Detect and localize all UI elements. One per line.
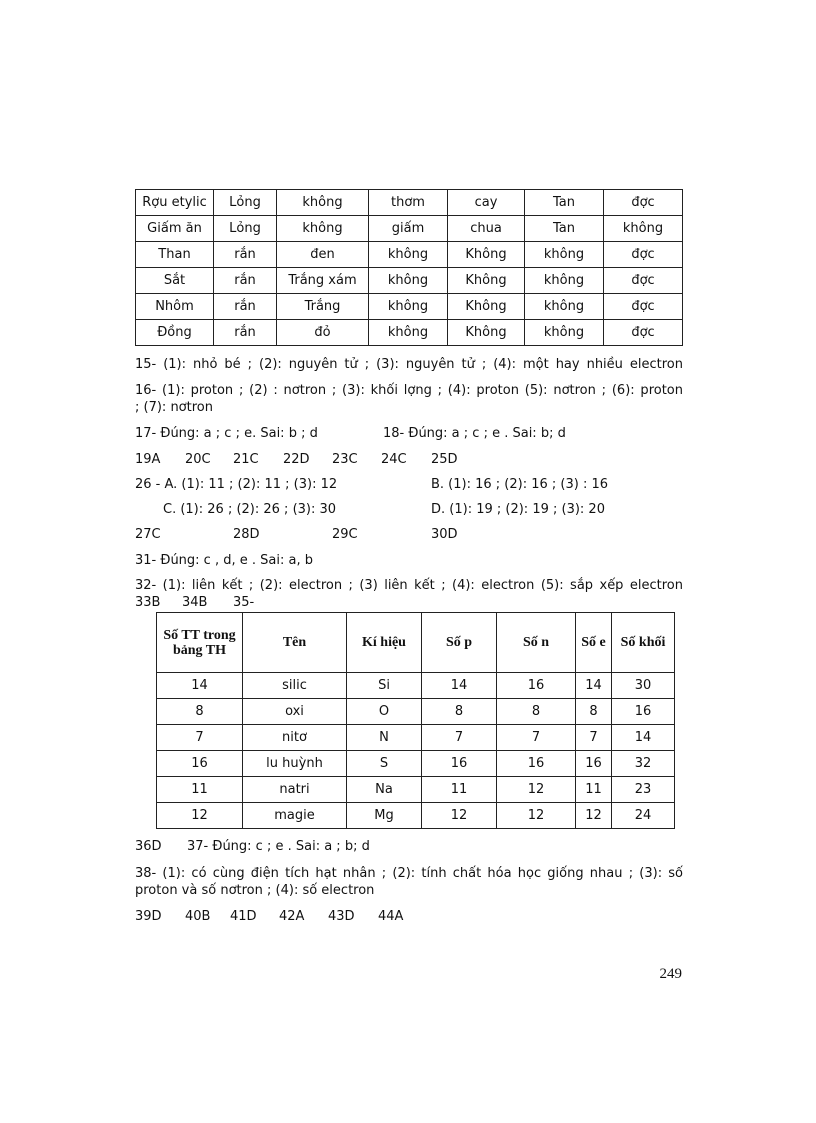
answer-37: 37- Đúng: c ; e . Sai: a ; b; d xyxy=(187,839,370,854)
properties-table-cell: Không xyxy=(448,242,525,268)
atomic-data-cell: 8 xyxy=(157,699,243,725)
atomic-data-cell: Na xyxy=(347,777,422,803)
atomic-data-cell: 16 xyxy=(157,751,243,777)
answer-28: 28D xyxy=(233,527,260,542)
properties-table-cell: chua xyxy=(448,216,525,242)
properties-table-body xyxy=(136,190,683,346)
atomic-data-cell: 8 xyxy=(576,699,612,725)
atomic-data-cell: 24 xyxy=(612,803,675,829)
properties-table-cell: Trắng xám xyxy=(277,268,369,294)
answer-22: 22D xyxy=(283,452,310,467)
atomic-data-row xyxy=(157,725,675,751)
atomic-data-header-cell: Số khối xyxy=(612,613,675,673)
answer-25: 25D xyxy=(431,452,458,467)
answer-17: 17- Đúng: a ; c ; e. Sai: b ; d xyxy=(135,426,318,441)
properties-table-cell: không xyxy=(369,268,448,294)
atomic-data-row xyxy=(157,699,675,725)
properties-table-row xyxy=(136,242,683,268)
atomic-data-cell: 7 xyxy=(576,725,612,751)
answer-34: 34B xyxy=(182,595,208,610)
answer-40: 40B xyxy=(185,909,211,924)
properties-table-cell: Lỏng xyxy=(214,190,277,216)
properties-table-cell: đợc xyxy=(604,242,683,268)
properties-table-cell: đỏ xyxy=(277,320,369,346)
answer-30: 30D xyxy=(431,527,458,542)
answer-29: 29C xyxy=(332,527,358,542)
answer-20: 20C xyxy=(185,452,211,467)
atomic-data-cell: 16 xyxy=(612,699,675,725)
atomic-data-cell: 11 xyxy=(157,777,243,803)
properties-table-cell: Lỏng xyxy=(214,216,277,242)
answer-42: 42A xyxy=(279,909,305,924)
properties-table-cell: rắn xyxy=(214,320,277,346)
properties-table-cell: không xyxy=(525,242,604,268)
atomic-data-cell: 8 xyxy=(422,699,497,725)
properties-table-cell: rắn xyxy=(214,242,277,268)
atomic-data-header-cell: Số p xyxy=(422,613,497,673)
answer-16-line2: ; (7): nơtron xyxy=(135,400,213,415)
atomic-data-header-cell: Kí hiệu xyxy=(347,613,422,673)
atomic-data-cell: 14 xyxy=(422,673,497,699)
answer-27: 27C xyxy=(135,527,161,542)
atomic-data-cell: oxi xyxy=(243,699,347,725)
answer-32: 32- (1): liên kết ; (2): electron ; (3) liên kết ; (4): electron (5): sắp xếp electron xyxy=(135,578,683,593)
atomic-data-cell: 23 xyxy=(612,777,675,803)
answer-36: 36D xyxy=(135,839,162,854)
properties-table-cell: giấm xyxy=(369,216,448,242)
properties-table-cell: đen xyxy=(277,242,369,268)
properties-table-cell: Sắt xyxy=(136,268,214,294)
properties-table-cell: Không xyxy=(448,320,525,346)
atomic-data-header-cell: Số e xyxy=(576,613,612,673)
properties-table-cell: đợc xyxy=(604,294,683,320)
answer-33: 33B xyxy=(135,595,161,610)
atomic-data-cell: nitơ xyxy=(243,725,347,751)
answer-26b: B. (1): 16 ; (2): 16 ; (3) : 16 xyxy=(431,477,609,492)
atomic-data-cell: S xyxy=(347,751,422,777)
properties-table-cell: đợc xyxy=(604,320,683,346)
atomic-data-cell: 11 xyxy=(422,777,497,803)
properties-table-row xyxy=(136,320,683,346)
atomic-data-header-cell: Số TT trong bảng TH xyxy=(157,613,243,673)
properties-table-cell: Rợu etylic xyxy=(136,190,214,216)
atomic-data-cell: 32 xyxy=(612,751,675,777)
properties-table-row xyxy=(136,268,683,294)
atomic-data-table-head xyxy=(157,613,675,673)
properties-table-cell: Tan xyxy=(525,216,604,242)
atomic-data-cell: natri xyxy=(243,777,347,803)
atomic-data-cell: 16 xyxy=(576,751,612,777)
atomic-data-row xyxy=(157,777,675,803)
properties-table-cell: Nhôm xyxy=(136,294,214,320)
properties-table-cell: không xyxy=(525,294,604,320)
atomic-data-cell: 16 xyxy=(422,751,497,777)
atomic-data-cell: silic xyxy=(243,673,347,699)
atomic-data-cell: N xyxy=(347,725,422,751)
properties-table-row xyxy=(136,294,683,320)
properties-table-cell: Tan xyxy=(525,190,604,216)
answer-21: 21C xyxy=(233,452,259,467)
atomic-data-cell: 12 xyxy=(422,803,497,829)
atomic-data-table-body xyxy=(157,673,675,829)
properties-table-row xyxy=(136,216,683,242)
properties-table-cell: không xyxy=(525,320,604,346)
answer-41: 41D xyxy=(230,909,257,924)
answer-23: 23C xyxy=(332,452,358,467)
atomic-data-cell: 8 xyxy=(497,699,576,725)
properties-table-cell: không xyxy=(277,190,369,216)
answer-35: 35- xyxy=(233,595,255,610)
answer-39: 39D xyxy=(135,909,162,924)
answer-16-line1: 16- (1): proton ; (2) : nơtron ; (3): khối lợng ; (4): proton (5): nơtron ; (6): proton xyxy=(135,383,683,398)
properties-table-cell: không xyxy=(369,242,448,268)
atomic-data-cell: 7 xyxy=(422,725,497,751)
atomic-data-cell: O xyxy=(347,699,422,725)
answer-31: 31- Đúng: c , d, e . Sai: a, b xyxy=(135,553,313,568)
properties-table-cell: không xyxy=(604,216,683,242)
properties-table-cell: rắn xyxy=(214,294,277,320)
atomic-data-header-cell: Số n xyxy=(497,613,576,673)
properties-table-cell: không xyxy=(369,320,448,346)
properties-table-cell: thơm xyxy=(369,190,448,216)
atomic-data-cell: Si xyxy=(347,673,422,699)
atomic-data-row xyxy=(157,673,675,699)
properties-table-cell: không xyxy=(525,268,604,294)
properties-table-cell: không xyxy=(277,216,369,242)
properties-table-cell: Giấm ăn xyxy=(136,216,214,242)
properties-table-cell: đợc xyxy=(604,190,683,216)
properties-table-cell: cay xyxy=(448,190,525,216)
page-number: 249 xyxy=(659,966,682,982)
atomic-data-cell: 30 xyxy=(612,673,675,699)
atomic-data-cell: 7 xyxy=(497,725,576,751)
atomic-data-row xyxy=(157,751,675,777)
atomic-data-cell: 7 xyxy=(157,725,243,751)
atomic-data-cell: 12 xyxy=(497,777,576,803)
properties-table-cell: Đồng xyxy=(136,320,214,346)
answer-18: 18- Đúng: a ; c ; e . Sai: b; d xyxy=(383,426,566,441)
atomic-data-cell: Mg xyxy=(347,803,422,829)
properties-table-cell: đợc xyxy=(604,268,683,294)
atomic-data-cell: 16 xyxy=(497,751,576,777)
properties-table-cell: Không xyxy=(448,268,525,294)
atomic-data-table xyxy=(156,612,675,829)
atomic-data-cell: 12 xyxy=(497,803,576,829)
properties-table-cell: không xyxy=(369,294,448,320)
properties-table-row xyxy=(136,190,683,216)
answer-38-line2: proton và số nơtron ; (4): số electron xyxy=(135,883,375,898)
answer-19: 19A xyxy=(135,452,161,467)
answer-38-line1: 38- (1): có cùng điện tích hạt nhân ; (2): tính chất hóa học giống nhau ; (3): số xyxy=(135,866,683,881)
atomic-data-cell: 14 xyxy=(576,673,612,699)
atomic-data-cell: 14 xyxy=(612,725,675,751)
answer-26c: C. (1): 26 ; (2): 26 ; (3): 30 xyxy=(163,502,337,517)
properties-table-cell: Không xyxy=(448,294,525,320)
atomic-data-cell: 12 xyxy=(576,803,612,829)
properties-table-cell: Trắng xyxy=(277,294,369,320)
atomic-data-cell: 14 xyxy=(157,673,243,699)
answer-26d: D. (1): 19 ; (2): 19 ; (3): 20 xyxy=(431,502,605,517)
answer-24: 24C xyxy=(381,452,407,467)
answer-44: 44A xyxy=(378,909,404,924)
answer-43: 43D xyxy=(328,909,355,924)
properties-table xyxy=(135,189,683,346)
atomic-data-cell: lu huỳnh xyxy=(243,751,347,777)
atomic-data-cell: 12 xyxy=(157,803,243,829)
atomic-data-cell: magie xyxy=(243,803,347,829)
answer-15: 15- (1): nhỏ bé ; (2): nguyên tử ; (3): nguyên tử ; (4): một hay nhiều electron xyxy=(135,357,683,372)
atomic-data-cell: 16 xyxy=(497,673,576,699)
answer-26a: 26 - A. (1): 11 ; (2): 11 ; (3): 12 xyxy=(135,477,338,492)
atomic-data-cell: 11 xyxy=(576,777,612,803)
atomic-data-header-cell: Tên xyxy=(243,613,347,673)
properties-table-cell: rắn xyxy=(214,268,277,294)
properties-table-cell: Than xyxy=(136,242,214,268)
atomic-data-row xyxy=(157,803,675,829)
